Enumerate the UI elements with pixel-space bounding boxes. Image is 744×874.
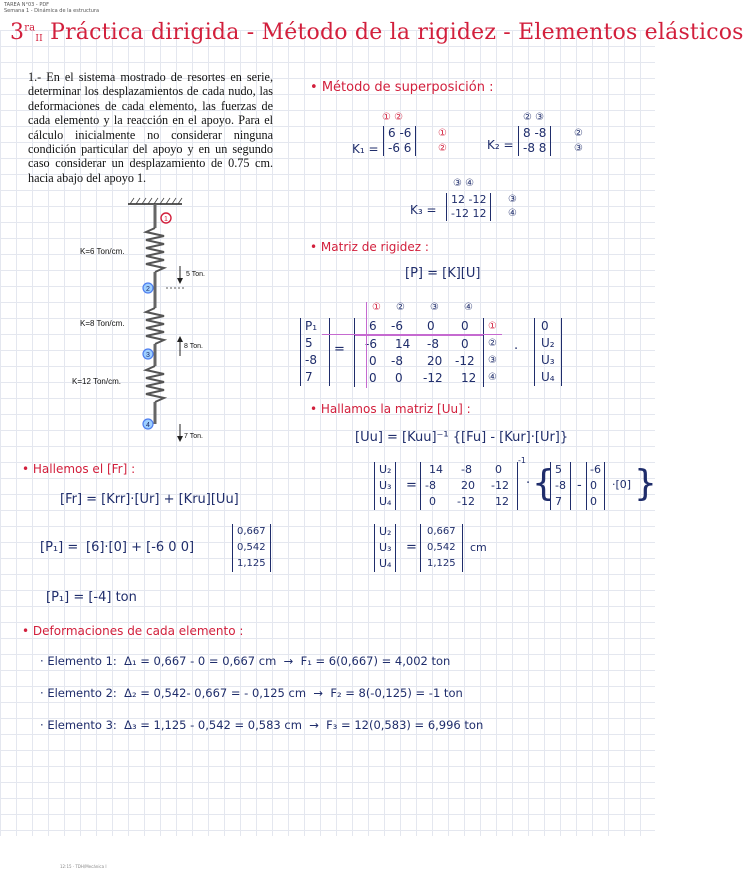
spring-2 <box>146 308 164 344</box>
spring-3 <box>146 366 164 402</box>
fu-vector: 5 -8 7 <box>550 462 571 510</box>
k1-label: K=6 Ton/cm. <box>80 247 125 256</box>
node-4-label: 4 <box>146 422 150 429</box>
node-2-label: 2 <box>146 286 150 293</box>
page-footer: 12:15 · TDH/Mecánica I <box>60 864 107 869</box>
uu-heading: • Hallamos la matriz [Uu] : <box>310 402 471 416</box>
fr-calc-lhs: [P₁] = <box>40 540 79 555</box>
k3-matrix-label: K₃ = <box>410 203 437 217</box>
equals-sign-2: = <box>406 478 417 493</box>
header-tag: TAREA N°03 - PDF <box>4 2 50 8</box>
k3-label: K=12 Ton/cm. <box>72 377 121 386</box>
spring-figure <box>70 196 250 446</box>
k2-matrix-label: K₂ = <box>487 138 514 152</box>
title-text: Práctica dirigida - Método de la rigidez - Elementos elásticos <box>50 20 744 45</box>
ur-value: ·[0] <box>612 478 632 491</box>
page-title: $3^{ra}II$ Práctica dirigida - Método de la rigidez - Elementos elásticos <box>10 20 744 45</box>
fr-equation: [Fr] = [Krr]·[Ur] + [Kru][Uu] <box>60 492 239 507</box>
inverse-marker: -1 <box>518 456 526 465</box>
fr-result: [P₁] = [-4] ton <box>46 590 137 605</box>
stiffness-heading: • Matriz de rigidez : <box>310 240 429 254</box>
k2-label: K=8 Ton/cm. <box>80 319 125 328</box>
spring-1 <box>146 228 164 272</box>
brace-open: { <box>532 463 555 504</box>
uu-result-vector: 0,667 0,542 1,125 <box>420 524 463 572</box>
deform-row-2: · Elemento 2: Δ₂ = 0,542- 0,667 = - 0,125 cm → F₂ = 8(-0,125) = -1 ton <box>40 686 463 700</box>
document-page: TAREA N°03 - PDF Semana 1 - Dinámica de la estructura $3^{ra}II$ Práctica dirigida - Método de la rigidez - Elementos elásticos 1.- En el sistema mostrado de resortes en serie, determinar los desplazamientos de cada nudo, las deformaciones de cada elemento, las fuerzas de cada elemento y la reacción en el apoyo. Para el cálculo inicialmente no considerar ninguna condición particular del apoyo y en un segundo caso considerar un desplazamiento de 0.75 cm. hacia abajo del apoyo 1. 1 2 3 4 K=6 Ton/cm. K=8 Ton/cm. K=12 Ton/cm. 5 Ton. 8 Ton. 7 Ton. • Método de superposición : K₁ = ① ② 6 -6 -6 6 ① ② K₂ = ② ③ 8 -8 -8 8 ② ③ K₃ = ③ ④ 12 -12 -12 12 ③ ④ • Matriz de rigidez : [P] = [K][U] ① ② ③ ④ P₁ 5 -8 7 = 6 -6 0 0 -6 14 -8 0 0 -8 20 -12 0 0 -12 12 ① ② ③ ④ · 0 U₂ U₃ U₄ • Hallamos la matriz [Uu] : [Uu] = [Kuu]⁻¹ {[Fu] - [Kur]·[Ur]} U₂ U₃ U₄ = 14 -8 0 -8 20 -12 0 -12 12 -1 · { 5 -8 7 - -6 0 0 ·[0] } U₂ U₃ U₄ = 0,667 0,542 1,125 cm • Hallemos el [Fr] : [Fr] = [Krr]·[Ur] + [Kru][Uu] [P₁] = [6]·[0] + [-6 0 0] 0,667 0,542 1,125 [P₁] = [-4] ton • Deformaciones de cada elemento : · Elemento 1: Δ₁ = 0,667 - 0 = 0,667 cm → F₁ = 6(0,667) = 4,002 ton · Elemento 2: Δ₂ = 0,542- 0,667 = - 0,125 cm → F₂ = 8(-0,125) = -1 ton · Elemento 3: Δ₃ = 1,125 - 0,542 = 0,583 cm → F₃ = 12(0,583) = 6,996 ton 12:15 · TDH/Mecánica I <box>0 0 655 874</box>
load-2-label: 8 Ton. <box>184 343 203 350</box>
uu-vector-result-left: U₂ U₃ U₄ <box>374 524 396 572</box>
equals-sign-3: = <box>406 540 417 555</box>
highlight-col-line <box>366 302 367 388</box>
header-sub: Semana 1 - Dinámica de la estructura <box>4 8 100 14</box>
stiffness-equation: [P] = [K][U] <box>405 266 481 281</box>
deform-row-1: · Elemento 1: Δ₁ = 0,667 - 0 = 0,667 cm → F₁ = 6(0,667) = 4,002 ton <box>40 654 451 668</box>
deform-row-3: · Elemento 3: Δ₃ = 1,125 - 0,542 = 0,583 cm → F₃ = 12(0,583) = 6,996 ton <box>40 718 484 732</box>
document-header <box>4 2 99 14</box>
k2-col-index: ② ③ <box>523 112 545 123</box>
deform-heading: • Deformaciones de cada elemento : <box>22 624 244 638</box>
k3-col-index: ③ ④ <box>453 178 475 189</box>
dot-operator-2: · <box>526 476 531 491</box>
node-3-label: 3 <box>146 352 150 359</box>
kuu-matrix: 14 -8 0 -8 20 -12 0 -12 12 <box>420 462 518 510</box>
uu-unit: cm <box>470 541 487 554</box>
k2-matrix: 8 -8 -8 8 <box>518 126 551 156</box>
p-vector: P₁ 5 -8 7 <box>300 318 330 386</box>
brace-close: } <box>634 463 657 504</box>
k3-row-index: ③ ④ <box>508 194 517 219</box>
load-1-label: 5 Ton. <box>186 271 205 278</box>
kur-vector: -6 0 0 <box>586 462 605 510</box>
k1-row-index: ① ② <box>438 128 447 154</box>
superposition-heading: • Método de superposición : <box>310 80 494 95</box>
highlight-line <box>322 334 502 335</box>
fr-heading: • Hallemos el [Fr] : <box>22 462 136 476</box>
load-3-label: 7 Ton. <box>184 433 203 440</box>
equals-sign: = <box>334 342 345 357</box>
k2-row-index: ② ③ <box>574 128 583 154</box>
global-stiffness-matrix: 6 -6 0 0 -6 14 -8 0 0 -8 20 -12 0 0 -12 12 <box>354 318 484 387</box>
uu-vector-left: U₂ U₃ U₄ <box>374 462 396 510</box>
node-1-label: 1 <box>164 216 168 223</box>
k1-col-index: ① ② <box>382 112 404 123</box>
dot-operator: · <box>514 342 519 357</box>
uu-equation: [Uu] = [Kuu]⁻¹ {[Fu] - [Kur]·[Ur]} <box>355 430 569 445</box>
u-vector: 0 U₂ U₃ U₄ <box>534 318 562 386</box>
fr-calc-mid: [6]·[0] + [-6 0 0] <box>86 540 195 555</box>
fr-calc-vector: 0,667 0,542 1,125 <box>232 524 271 572</box>
minus-sign: - <box>577 478 582 493</box>
problem-statement: 1.- En el sistema mostrado de resortes en serie, determinar los desplazamientos de cada nudo, las deformaciones de cada elemento, las fuerzas de cada elemento y la reacción en el apoyo. Para el cálculo inicialmente no considerar ninguna condición particular del apoyo y en un segundo caso considerar un desplazamiento de 0.75 cm. hacia abajo del apoyo 1. <box>28 70 273 185</box>
k1-matrix: 6 -6 -6 6 <box>383 126 416 156</box>
k3-matrix: 12 -12 -12 12 <box>446 193 491 221</box>
k1-matrix-label: K₁ = <box>352 142 379 156</box>
global-row-index: ① ② ③ ④ <box>488 321 497 383</box>
